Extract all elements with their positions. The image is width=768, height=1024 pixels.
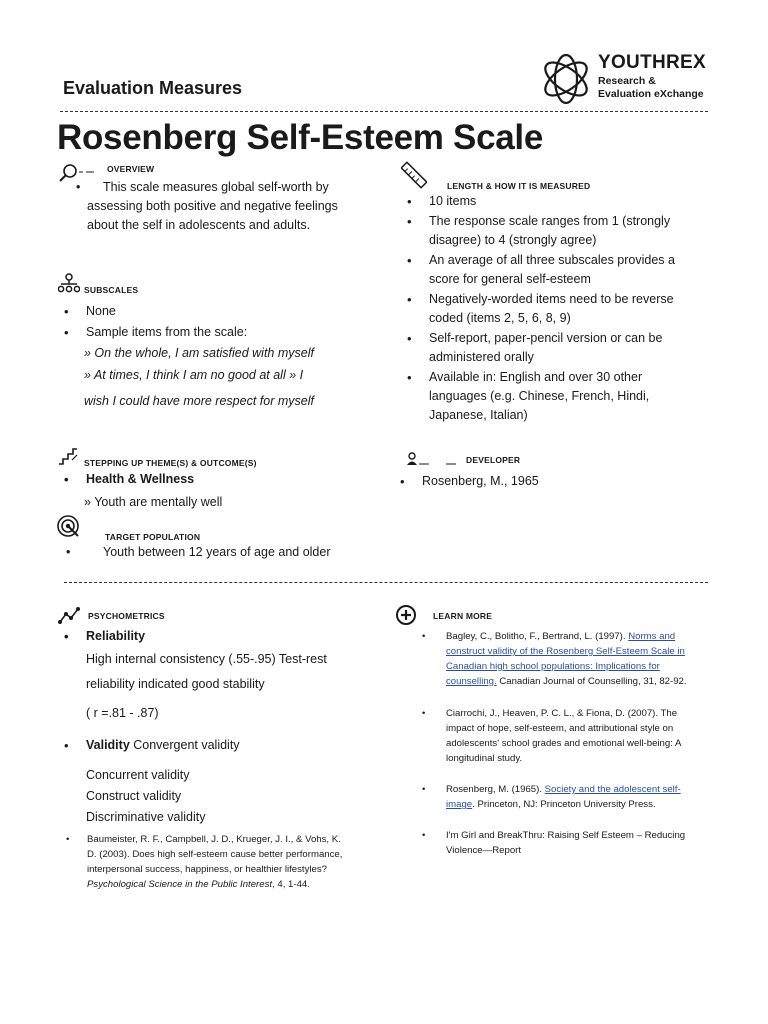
overview-text bbox=[62, 178, 342, 235]
learn-more-ref-2 bbox=[420, 706, 705, 766]
ref-3-text bbox=[420, 782, 705, 812]
ref-4-text: I'm Girl and BreakThru: Raising Self Esteem – Reducing Violence—Report bbox=[446, 830, 686, 856]
reliability-line-2: reliability indicated good stability bbox=[86, 677, 265, 691]
validity-list bbox=[60, 736, 360, 755]
stepping-item: • Health & Wellness bbox=[60, 470, 360, 489]
ref-1-journal: Canadian Journal of Counselling, 31, 82-92. bbox=[496, 676, 687, 687]
category-label: Evaluation Measures bbox=[63, 78, 243, 98]
trend-line-icon bbox=[58, 606, 80, 624]
target-item bbox=[62, 543, 362, 562]
validity-item bbox=[60, 736, 360, 755]
brand-line1: Research & bbox=[598, 75, 656, 87]
developer-item: • Rosenberg, M., 1965 bbox=[396, 472, 676, 491]
person-icon bbox=[406, 452, 462, 466]
length-item: • 10 items bbox=[403, 192, 693, 211]
learn-more-heading: LEARN MORE bbox=[433, 611, 493, 621]
brand-line2: Evaluation eXchange bbox=[598, 88, 704, 100]
subscale-item-sample: • Sample items from the scale: bbox=[60, 322, 360, 343]
developer-list bbox=[396, 472, 676, 491]
psychometrics-reference bbox=[62, 832, 347, 892]
target-icon bbox=[56, 514, 80, 538]
learn-more-ref-1 bbox=[420, 629, 705, 689]
subscales-heading: SUBSCALES bbox=[84, 285, 139, 295]
psychometrics-heading: PSYCHOMETRICS bbox=[88, 611, 165, 621]
reference-journal: Psychological Science in the Public Interest bbox=[87, 879, 273, 890]
length-item: • Negatively-worded items need to be reverse coded (items 2, 5, 6, 8, 9) bbox=[403, 290, 693, 328]
length-list bbox=[403, 192, 693, 425]
length-item: • Self-report, paper-pencil version or can be administered orally bbox=[403, 329, 693, 367]
stepping-list bbox=[60, 470, 360, 489]
stepping-heading: STEPPING UP THEME(S) & OUTCOME(S) bbox=[84, 458, 257, 468]
bullet: • bbox=[76, 180, 81, 194]
ref-3-link[interactable]: Society and the adolescent self-image bbox=[446, 784, 681, 810]
bullet: • bbox=[422, 784, 426, 795]
bullet: • bbox=[66, 545, 71, 559]
learn-more-ref-4 bbox=[420, 828, 705, 858]
ref-1-authors: Bagley, C., Bolitho, F., Bertrand, L. (1997). bbox=[446, 631, 629, 642]
page-title: Rosenberg Self-Esteem Scale bbox=[57, 118, 543, 157]
reliability-line-1: High internal consistency (.55-.95) Test-rest bbox=[86, 652, 327, 666]
stepping-outcome: » Youth are mentally well bbox=[84, 495, 223, 509]
ref-1-text bbox=[420, 629, 705, 689]
reliability-list bbox=[60, 627, 360, 646]
reliability-line-3: ( r =.81 - .87) bbox=[86, 706, 159, 720]
target-text: Youth between 12 years of age and older bbox=[103, 545, 331, 559]
overview-heading: OVERVIEW bbox=[107, 164, 155, 174]
overview-paragraph: This scale measures global self-worth by assessing both positive and negative feelings about the self in adolescents and adults. bbox=[87, 180, 338, 232]
bullet: • bbox=[422, 631, 426, 642]
reference-text bbox=[62, 832, 347, 892]
youthrex-logo bbox=[538, 52, 718, 106]
validity-convergent: Convergent validity bbox=[129, 738, 240, 752]
top-divider bbox=[60, 111, 708, 112]
reliability-label: • Reliability bbox=[60, 627, 360, 646]
sample-item-2: » At times, I think I am no good at all » I bbox=[84, 368, 304, 382]
middle-divider bbox=[64, 582, 708, 583]
target-heading: TARGET POPULATION bbox=[105, 532, 201, 542]
validity-construct: Construct validity bbox=[86, 789, 182, 803]
reference-volume: , 4, 1-44. bbox=[272, 879, 310, 890]
subscales-list bbox=[60, 301, 360, 343]
length-heading: LENGTH & HOW IT IS MEASURED bbox=[447, 181, 591, 191]
ref-3-publisher: . Princeton, NJ: Princeton University Press. bbox=[472, 799, 656, 810]
bullet: • bbox=[422, 708, 426, 719]
stairs-icon bbox=[57, 446, 79, 466]
length-item: • An average of all three subscales provides a score for general self-esteem bbox=[403, 251, 693, 289]
youthrex-logo-icon bbox=[538, 52, 594, 106]
validity-concurrent: Concurrent validity bbox=[86, 768, 190, 782]
length-item: • Available in: English and over 30 other languages (e.g. Chinese, French, Hindi, Japanese, Italian) bbox=[403, 368, 693, 425]
length-item: • The response scale ranges from 1 (strongly disagree) to 4 (strongly agree) bbox=[403, 212, 693, 250]
reference-authors: Baumeister, R. F., Campbell, J. D., Krueger, J. I., & Vohs, K. D. (2003). Does high self-esteem cause better performance, interpersonal success, happiness, or healthier lifestyles? bbox=[87, 834, 343, 875]
subscale-item-none: • None bbox=[60, 301, 360, 322]
validity-discriminative: Discriminative validity bbox=[86, 810, 206, 824]
ref-3-authors: Rosenberg, M. (1965). bbox=[446, 784, 545, 795]
ref-2-text: Ciarrochi, J., Heaven, P. C. L., & Fiona, D. (2007). The impact of hope, self-esteem, and attributional style on adolescents' school grades and emotional well-being: A longitudinal study. bbox=[446, 708, 681, 764]
validity-label: Validity bbox=[86, 738, 130, 752]
sample-item-3: wish I could have more respect for myself bbox=[84, 394, 314, 408]
plus-circle-icon bbox=[395, 604, 417, 626]
ruler-icon bbox=[401, 161, 427, 189]
bullet: • bbox=[422, 830, 426, 841]
sample-item-1: » On the whole, I am satisfied with myself bbox=[84, 346, 314, 360]
brand-name: YOUTHREX bbox=[598, 52, 706, 73]
learn-more-ref-3 bbox=[420, 782, 705, 812]
ref-1-link[interactable]: Norms and construct validity of the Rosenberg Self-Esteem Scale in Canadian high school populations: Implications for counselling. bbox=[446, 631, 685, 687]
bullet: • bbox=[66, 834, 70, 845]
developer-heading: DEVELOPER bbox=[466, 455, 521, 465]
hierarchy-icon bbox=[58, 273, 80, 293]
